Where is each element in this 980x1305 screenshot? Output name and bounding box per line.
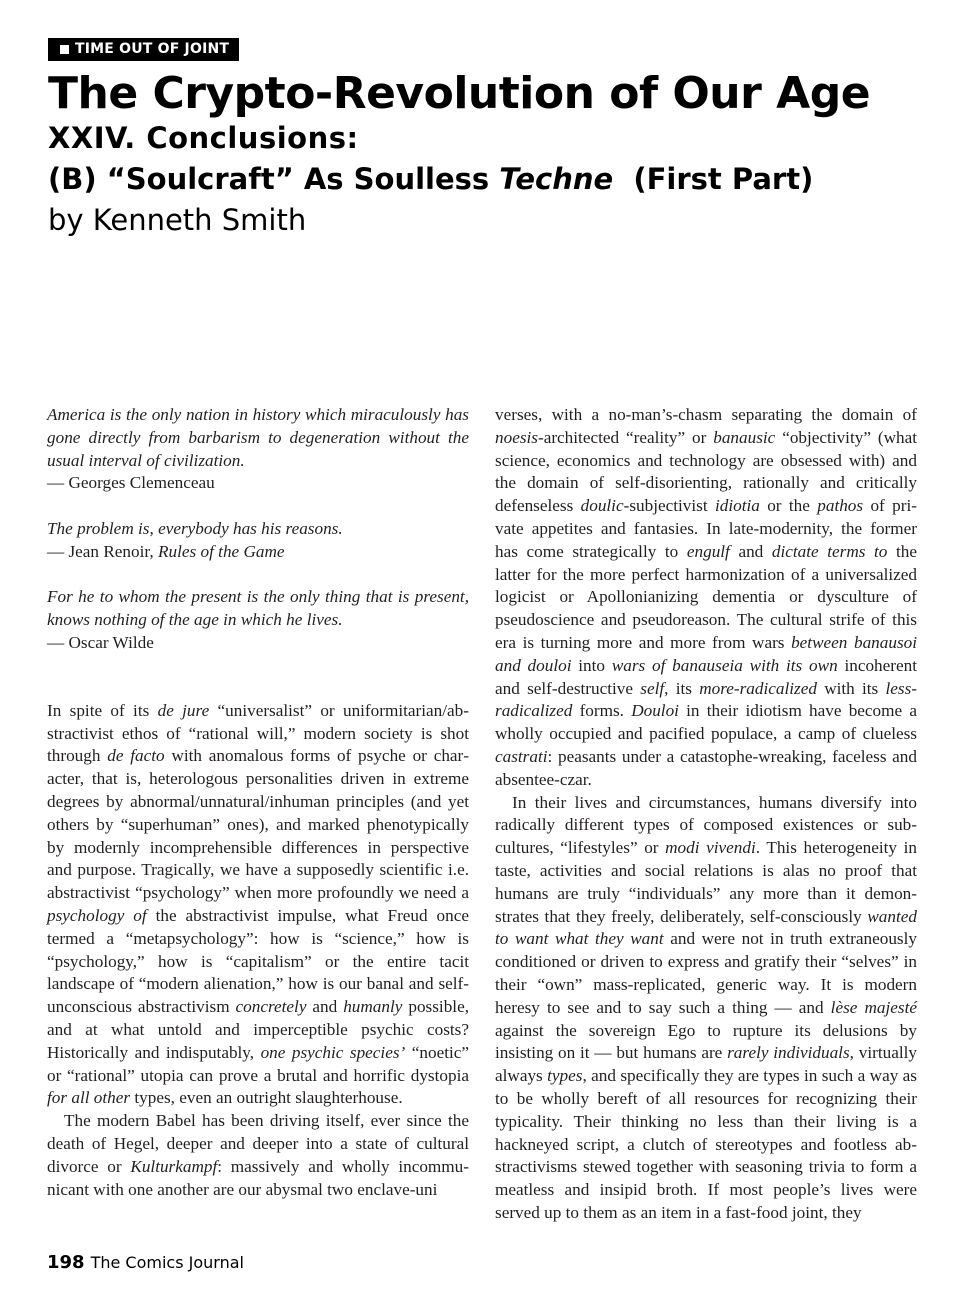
epigraph: [47, 404, 469, 495]
attribution-author: — Jean Renoir,: [47, 541, 159, 561]
text-run: types, even an outright slaughterhouse.: [130, 1088, 403, 1108]
text-run: : massively and wholly incommunicant with one another are our abysmal two enclave-uni: [47, 1156, 469, 1199]
epigraph-attribution: — Georges Clemenceau: [47, 473, 215, 493]
italic-run: doulic: [580, 496, 624, 516]
italic-run: castrati: [495, 746, 548, 766]
publication-name: The Comics Journal: [90, 1253, 244, 1272]
text-run: forms.: [572, 701, 632, 721]
italic-run: concretely: [235, 997, 307, 1017]
text-run: the latter for the more perfect harmonization of a universalized logicist or Apollonianizing dementia or dysculture of pseudoscience and pseudoreason. The cultural strife of this era is turning more and more from wars: [495, 541, 917, 652]
section-label: [48, 38, 239, 61]
epigraph-quote: For he to whom the present is the only thing that is present, knows nothing of the age in which he lives.: [47, 587, 469, 630]
text-run: possible, and at what untold and imperceptible psychic costs? Historically and indisputably,: [47, 997, 469, 1062]
section-label-text: TIME OUT OF JOINT: [75, 41, 230, 57]
epigraph-quote: The problem is, everybody has his reasons.: [47, 518, 343, 538]
text-run: into: [571, 655, 612, 675]
body-paragraph: [495, 792, 917, 1225]
italic-run: one psychic species’: [260, 1042, 406, 1062]
text-run: incoherent and self-destructive: [495, 655, 917, 698]
text-run: and: [729, 541, 772, 561]
text-run: “objectivity” (what science, economics and technology are obsessed with) and the domain of self-disorienting, rationally and critically defenseless: [495, 427, 917, 516]
epigraph: [47, 586, 469, 654]
italic-run: more-radicalized: [699, 678, 817, 698]
text-run: , its: [664, 678, 700, 698]
text-run: The modern Babel has been driving itself, ever since the death of Hegel, deeper and deeper into a state of cultural divorce or: [47, 1111, 469, 1176]
square-bullet-icon: [60, 45, 69, 54]
italic-run: psychology of: [47, 905, 147, 925]
right-column: [495, 404, 917, 1225]
italic-run: humanly: [343, 997, 403, 1017]
italic-run: rarely individuals: [727, 1043, 850, 1063]
text-run: of private appetites and fantasies. In late-modernity, the former has come strategically to: [495, 496, 917, 561]
page-footer: [47, 1252, 244, 1274]
italic-run: Douloi: [631, 701, 679, 721]
page-number: 198: [47, 1252, 85, 1273]
italic-run: wanted to want what they want: [495, 906, 917, 949]
italic-run: lèse majesté: [830, 997, 917, 1017]
text-run: with anomalous forms of psyche or character, that is, heterologous personalities driven in extreme degrees by abnormal/unnatural/inhuman principles (and yet others by “superhuman” ones), and marked phenotypically by modernly incomprehensible differences in perspective and purpose. Tragically, we have a supposedly scientific i.e. abstractivist “psychology” when more profoundly we need a: [47, 746, 470, 903]
italic-run: between banausoi and douloi: [495, 632, 918, 675]
article-subtitle-2: [48, 159, 813, 199]
text-run: “noetic” or “rational” utopia can prove a brutal and horrific dystopia: [47, 1042, 469, 1085]
italic-run: engulf: [686, 541, 730, 561]
italic-run: wars of banauseia with its own: [611, 655, 838, 675]
text-run: . This heterogeneity in taste, activities and social relations is alas no proof that humans are truly “individuals” any more than it demonstrates that they freely, deliberately, self-consciously: [495, 838, 917, 926]
text-run: or the: [759, 496, 818, 516]
text-run: -architected “reality” or: [537, 427, 714, 447]
attribution-work: Rules of the Game: [158, 541, 285, 561]
italic-run: idiotia: [714, 496, 760, 516]
text-run: , and specifically they are types in such a way as to be wholly bereft of all resources for recognizing their typicality. Their thinking no less than their living is a hackneyed script, a clutch of stereotypes and footless abstractivisms stewed together with seasoning trivia to form a meatless and insipid broth. If most people’s lives were served up to them as an item in a fast-food joint, they: [495, 1066, 917, 1222]
text-run: in their idiotism have become a wholly occupied and pacified populace, a camp of clueless: [495, 701, 917, 744]
text-run: and were not in truth extraneously conditioned or driven to express and gratify their “selves” in their “own” mass-replicated, generic way. It is modern heresy to see and to say such a thing — and: [495, 929, 917, 1017]
epigraph-quote: America is the only nation in history which miraculously has gone directly from barbarism to degeneration without the usual interval of civilization.: [47, 405, 469, 470]
byline: by Kenneth Smith: [48, 203, 307, 237]
text-run: with its: [816, 678, 886, 698]
spacer: [47, 655, 469, 700]
italic-run: types: [547, 1066, 583, 1086]
text-run: -subjectivist: [623, 496, 715, 516]
italic-run: dictate terms to: [771, 541, 888, 561]
subtitle-2-b: Techne: [499, 162, 614, 196]
italic-run: modi vivendi: [665, 838, 756, 858]
italic-run: less-radicalized: [495, 678, 917, 721]
article-subtitle-1: XXIV. Conclusions:: [48, 121, 359, 155]
text-run: the abstractivist impulse, what Freud once termed a “metapsychology”: how is “science,” how is “psychology,” how is “capitalism” or the entire tacit landscape of “modern alienation,” how is our banal and self-unconscious abstractivism: [47, 905, 469, 1017]
body-paragraph: [47, 1110, 469, 1201]
text-run: , virtually always: [495, 1043, 917, 1086]
subtitle-2-a: (B) “Soulcraft” As Soulless: [48, 162, 500, 196]
italic-run: noesis: [495, 427, 538, 447]
italic-run: for all other: [47, 1088, 131, 1108]
italic-run: de jure: [157, 700, 210, 720]
text-run: In spite of its: [47, 700, 158, 720]
italic-run: Kulturkampf: [130, 1156, 218, 1176]
text-run: verses, with a no-man’s-chasm separating the domain of: [495, 405, 917, 424]
italic-run: de facto: [107, 746, 165, 766]
left-column: [47, 404, 469, 1201]
text-run: and: [306, 997, 344, 1017]
text-run: : peasants under a catastophe-wreaking, faceless and absentee-czar.: [495, 746, 917, 789]
text-run: In their lives and circumstances, humans diversify into radically different types of composed existences or subcultures, “lifestyles” or: [495, 792, 917, 858]
body-paragraph: [47, 700, 469, 1110]
text-run: against the sovereign Ego to rupture its delusions by insisting on it — but humans are: [495, 1020, 917, 1063]
article-title: The Crypto-Revolution of Our Age: [48, 68, 871, 119]
italic-run: pathos: [817, 496, 864, 516]
epigraph: [47, 518, 469, 564]
body-paragraph: [495, 404, 917, 792]
italic-run: banausic: [713, 427, 776, 447]
text-run: “universalist” or uniformitarian/abstractivist ethos of “rational will,” modern society is shot through: [47, 700, 469, 766]
epigraph-attribution: — Oscar Wilde: [47, 632, 154, 652]
epigraph-attribution: [47, 541, 469, 564]
subtitle-2-c: (First Part): [613, 162, 814, 196]
italic-run: self: [640, 678, 665, 698]
